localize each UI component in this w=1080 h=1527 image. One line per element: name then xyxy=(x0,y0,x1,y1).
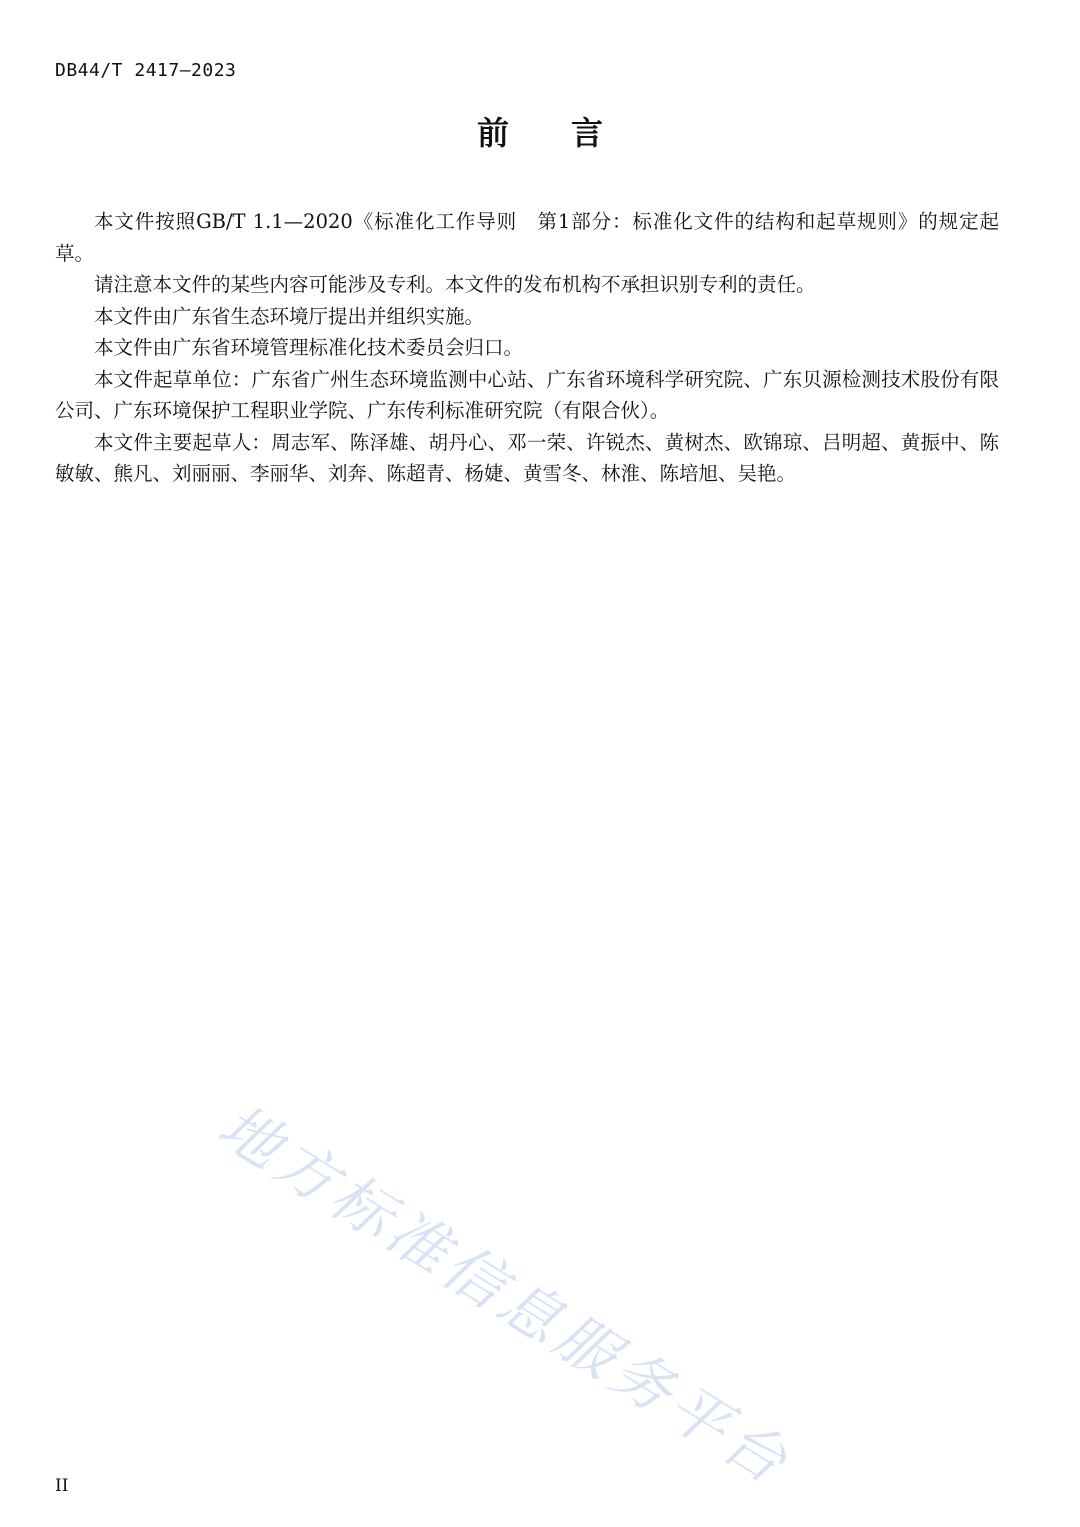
paragraph-drafting-units: 本文件起草单位：广东省广州生态环境监测中心站、广东省环境科学研究院、广东贝源检测技术股份有限公司、广东环境保护工程职业学院、广东传利标准研究院（有限合伙）。 xyxy=(55,367,999,422)
paragraph-drafters: 本文件主要起草人：周志军、陈泽雄、胡丹心、邓一荣、许锐杰、黄树杰、欧锦琼、吕明超、黄振中、陈敏敏、熊凡、刘丽丽、李丽华、刘奔、陈超青、杨婕、黄雪冬、林淮、陈培旭、吴艳。 xyxy=(55,430,999,485)
page-title: 前言 xyxy=(476,114,665,152)
document-code: DB44/T 2417—2023 xyxy=(55,60,237,81)
paragraph-proposer: 本文件由广东省生态环境厅提出并组织实施。 xyxy=(94,304,485,328)
paragraph-patent-notice: 请注意本文件的某些内容可能涉及专利。本文件的发布机构不承担识别专利的责任。 xyxy=(94,273,816,296)
paragraph-drafting-rules: 本文件按照GB/T 1.1—2020《标准化工作导则 第1部分：标准化文件的结构和起草规则》的规定起草。 xyxy=(55,210,999,265)
paragraph-technical-committee: 本文件由广东省环境管理标准化技术委员会归口。 xyxy=(94,336,524,359)
page-number: II xyxy=(55,1476,69,1496)
foreword-body xyxy=(55,206,999,490)
watermark: 地方标准信息服务平台 xyxy=(206,1091,803,1501)
